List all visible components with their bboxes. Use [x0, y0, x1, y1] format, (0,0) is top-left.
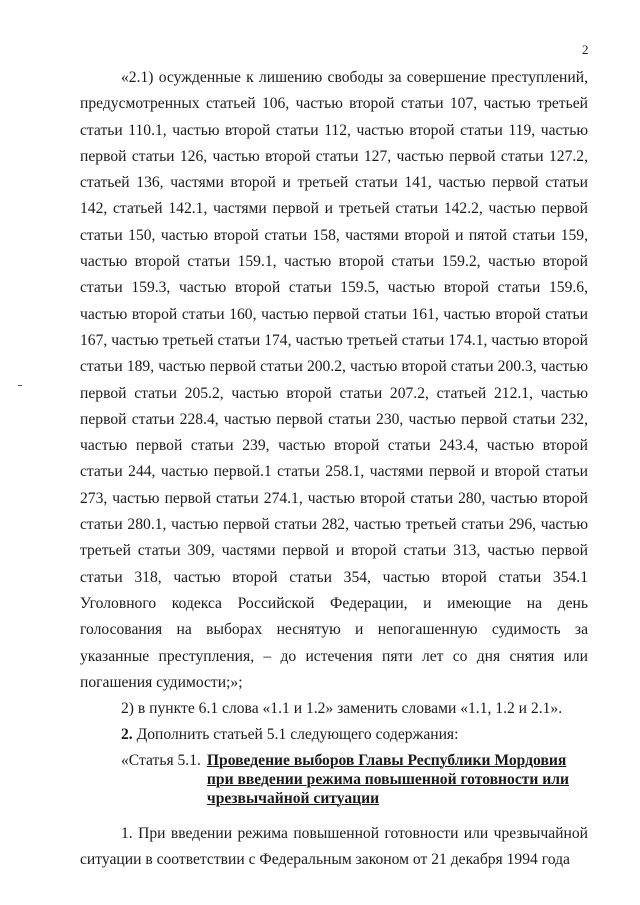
- article-title: Проведение выборов Главы Республики Мордовия при введении режима повышенной готовности или чрезвычайной ситуации: [206, 751, 570, 807]
- paragraph-2-1: «2.1) осужденные к лишению свободы за совершение преступлений, предусмотренных статьей 106, частью второй статьи 107, частью третьей статьи 110.1, частью второй статьи 112, частью второй статьи 119, частью первой статьи 126, частью второй статьи 127, частью первой статьи 127.2, статьей 136, частями второй и третьей статьи 141, частью первой статьи 142, статьей 142.1, частями первой и третьей статьи 142.2, частью первой статьи 150, частью второй статьи 158, частями второй и пятой статьи 159, частью второй статьи 159.1, частью второй статьи 159.2, частью второй статьи 159.3, частью второй статьи 159.5, частью второй статьи 159.6, частью второй статьи 160, частью первой статьи 161, частью второй статьи 167, частью третьей статьи 174, частью третьей статьи 174.1, частью второй статьи 189, частью первой статьи 200.2, частью второй статьи 200.3, частью первой статьи 205.2, частью второй статьи 207.2, статьей 212.1, частью первой статьи 228.4, частью первой статьи 230, частью первой статьи 232, частью первой статьи 239, частью второй статьи 243.4, частью второй статьи 244, частью первой.1 статьи 258.1, частями первой и второй статьи 273, частью первой статьи 274.1, частью второй статьи 280, частью второй статьи 280.1, частью первой статьи 282, частью третьей статьи 296, частью третьей статьи 309, частями первой и второй статьи 313, частью первой статьи 318, частью второй статьи 354, частью второй статьи 354.1 Уголовного кодекса Российской Федерации, и имеющие на день голосования на выборах неснятую и непогашенную судимость за указанные преступления, – до истечения пяти лет со дня снятия или погашения судимости;»;: [80, 69, 588, 691]
- article-label: «Статья 5.1.: [121, 751, 201, 769]
- document-body: [80, 65, 588, 873]
- article-heading: [80, 751, 588, 808]
- page-number: 2: [582, 42, 589, 57]
- section-text: Дополнить статьей 5.1 следующего содержания:: [132, 726, 459, 744]
- paragraph-article-1: 1. При введении режима повышенной готовности или чрезвычайной ситуации в соответствии с Федеральным законом от 21 декабря 1994 года: [80, 824, 588, 869]
- paragraph-item-2: 2) в пункте 6.1 слова «1.1 и 1.2» заменить словами «1.1, 1.2 и 2.1».: [121, 700, 563, 718]
- margin-mark: [18, 385, 22, 386]
- section-number: 2.: [121, 726, 133, 744]
- paragraph-section-2: [80, 722, 588, 748]
